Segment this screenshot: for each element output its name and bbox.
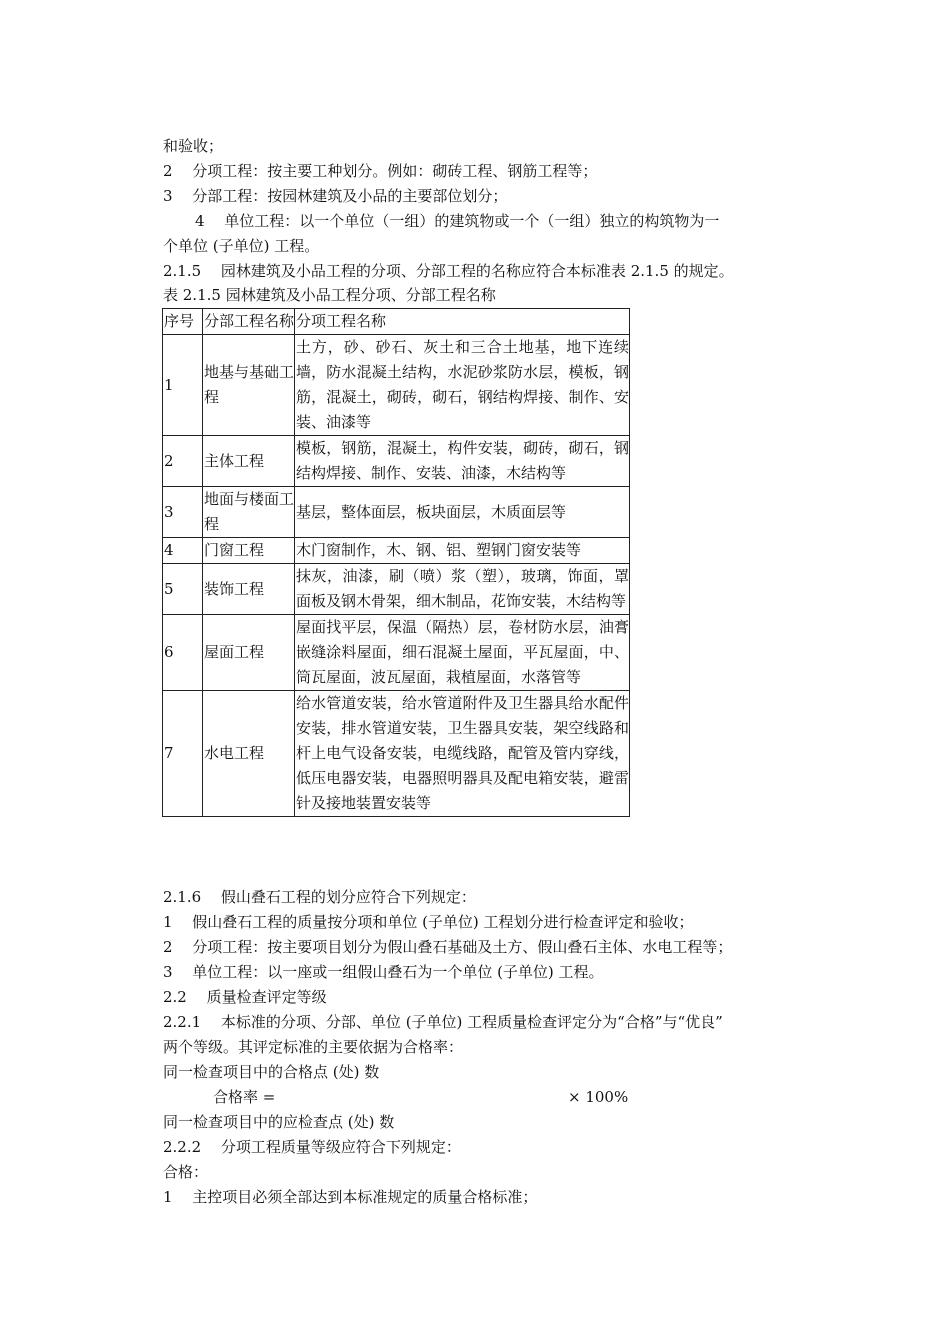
table-row bbox=[163, 615, 630, 691]
table-row bbox=[163, 538, 630, 564]
item-names: 木门窗制作，木、钢、铝、塑钢门窗安装等 bbox=[295, 538, 630, 564]
paragraph-line: 2 分项工程：按主要项目划分为假山叠石基础及土方、假山叠石主体、水电工程等； bbox=[163, 938, 733, 956]
section-heading: 2.2 质量检查评定等级 bbox=[163, 988, 327, 1006]
division-name: 主体工程 bbox=[203, 436, 295, 487]
division-name: 地面与楼面工程 bbox=[203, 487, 295, 538]
item-names: 抹灰，油漆，刷（喷）浆（塑），玻璃，饰面，罩面板及钢木骨架，细木制品，花饰安装，木结构等 bbox=[295, 564, 630, 615]
table-row bbox=[163, 691, 630, 817]
row-number: 4 bbox=[163, 538, 203, 564]
item-names: 屋面找平层，保温（隔热）层，卷材防水层，油膏嵌缝涂料屋面，细石混凝土屋面，平瓦屋面，中、筒瓦屋面，波瓦屋面，栽植屋面，水落管等 bbox=[295, 615, 630, 691]
item-names: 基层，整体面层，板块面层，木质面层等 bbox=[295, 487, 630, 538]
header-cell: 分项工程名称 bbox=[295, 309, 630, 335]
division-name: 地基与基础工程 bbox=[203, 335, 295, 436]
paragraph-line: 个单位 (子单位) 工程。 bbox=[163, 237, 320, 255]
paragraph-line: 和验收； bbox=[163, 137, 224, 155]
row-number: 5 bbox=[163, 564, 203, 615]
item-names: 模板，钢筋，混凝土，构件安装，砌砖，砌石，钢结构焊接、制作、安装、油漆，木结构等 bbox=[295, 436, 630, 487]
paragraph-line: 2.2.1 本标准的分项、分部、单位 (子单位) 工程质量检查评定分为“合格”与“优良” bbox=[163, 1013, 723, 1031]
row-number: 2 bbox=[163, 436, 203, 487]
table-caption: 表 2.1.5 园林建筑及小品工程分项、分部工程名称 bbox=[163, 286, 496, 304]
paragraph-line: 1 主控项目必须全部达到本标准规定的质量合格标准； bbox=[163, 1188, 538, 1206]
clause-heading: 2.1.5 园林建筑及小品工程的分项、分部工程的名称应符合本标准表 2.1.5 的规定。 bbox=[163, 262, 734, 280]
item-names: 给水管道安装，给水管道附件及卫生器具给水配件安装，排水管道安装，卫生器具安装，架空线路和杆上电气设备安装，电缆线路，配管及管内穿线，低压电器安装，电器照明器具及配电箱安装，避雷针及接地装置安装等 bbox=[295, 691, 630, 817]
division-table bbox=[162, 308, 630, 817]
paragraph-line: 1 假山叠石工程的质量按分项和单位 (子单位) 工程划分进行检查评定和验收； bbox=[163, 913, 694, 931]
table-row bbox=[163, 564, 630, 615]
table-row bbox=[163, 335, 630, 436]
row-number: 1 bbox=[163, 335, 203, 436]
table-header-row bbox=[163, 309, 630, 335]
division-name: 水电工程 bbox=[203, 691, 295, 817]
header-cell: 分部工程名称 bbox=[203, 309, 295, 335]
clause-heading: 2.2.2 分项工程质量等级应符合下列规定： bbox=[163, 1138, 461, 1156]
formula-multiplier: × 100% bbox=[568, 1088, 629, 1106]
row-number: 6 bbox=[163, 615, 203, 691]
division-name: 屋面工程 bbox=[203, 615, 295, 691]
table-row bbox=[163, 436, 630, 487]
row-number: 3 bbox=[163, 487, 203, 538]
division-name: 装饰工程 bbox=[203, 564, 295, 615]
formula-denominator: 同一检查项目中的应检查点 (处) 数 bbox=[163, 1113, 395, 1131]
paragraph-line: 3 分部工程：按园林建筑及小品的主要部位划分； bbox=[163, 187, 508, 205]
item-names: 土方，砂、砂石、灰土和三合土地基，地下连续墙，防水混凝土结构，水泥砂浆防水层，模板，钢筋，混凝土，砌砖，砌石，钢结构焊接、制作、安装、油漆等 bbox=[295, 335, 630, 436]
paragraph-line: 2 分项工程：按主要工种划分。例如：砌砖工程、钢筋工程等； bbox=[163, 162, 598, 180]
row-number: 7 bbox=[163, 691, 203, 817]
paragraph-line: 合格： bbox=[163, 1163, 209, 1181]
clause-heading: 2.1.6 假山叠石工程的划分应符合下列规定： bbox=[163, 888, 476, 906]
table-row bbox=[163, 487, 630, 538]
division-name: 门窗工程 bbox=[203, 538, 295, 564]
formula-label: 合格率 = bbox=[213, 1088, 276, 1106]
paragraph-line: 3 单位工程：以一座或一组假山叠石为一个单位 (子单位) 工程。 bbox=[163, 963, 604, 981]
header-cell: 序号 bbox=[163, 309, 203, 335]
paragraph-line: 两个等级。其评定标准的主要依据为合格率： bbox=[163, 1038, 464, 1056]
paragraph-line: 4 单位工程：以一个单位（一组）的建筑物或一个（一组）独立的构筑物为一 bbox=[195, 212, 720, 230]
formula-numerator: 同一检查项目中的合格点 (处) 数 bbox=[163, 1063, 380, 1081]
